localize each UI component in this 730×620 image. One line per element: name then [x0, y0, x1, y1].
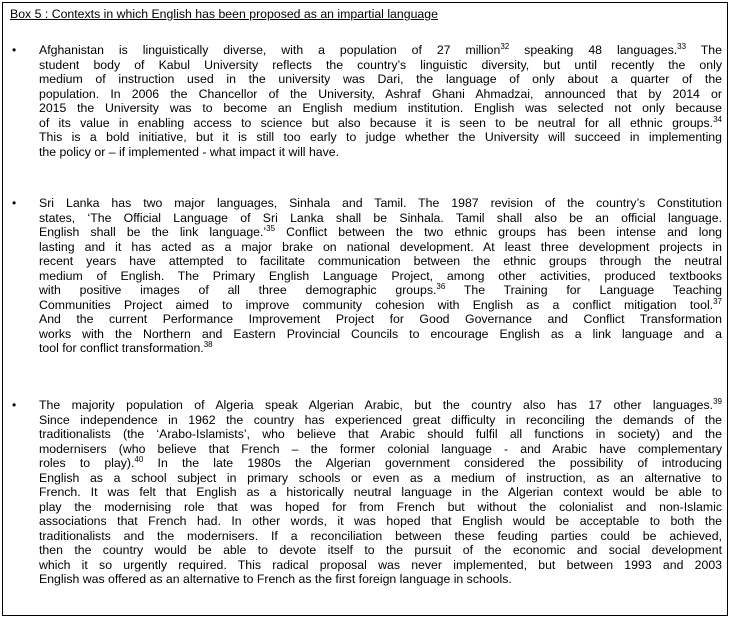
- footnote-marker: 35: [266, 224, 276, 233]
- line-text: associations that French had. In other words, it was hoped that English would be acceptable to both the: [39, 514, 722, 528]
- paragraph-line: [39, 572, 722, 587]
- paragraph-line: [39, 471, 722, 486]
- paragraph-line: [39, 87, 722, 102]
- bullet-sri-lanka: •: [12, 196, 17, 210]
- paragraph-line: [39, 283, 722, 298]
- paragraph-algeria: [39, 398, 722, 587]
- line-text: Sri Lanka has two major languages, Sinhala and Tamil. The 1987 revision of the country’s Constitution: [39, 196, 722, 210]
- paragraph-line: [39, 298, 722, 313]
- footnote-marker: 38: [203, 340, 213, 349]
- paragraph-line: [39, 196, 722, 211]
- paragraph-line: [39, 269, 722, 284]
- line-text: The: [686, 43, 722, 57]
- line-text: The majority population of Algeria speak Algerian Arabic, but the country also has 17 other languages.: [39, 398, 714, 412]
- paragraph-line: [39, 327, 722, 342]
- line-text: with positive images of all three demographic groups.: [39, 283, 437, 297]
- line-text: speaking 48 languages.: [509, 43, 678, 57]
- footnote-marker: 37: [713, 296, 722, 306]
- line-text: tool for conflict transformation.: [39, 341, 204, 355]
- line-text: population. In 2006 the Chancellor of the University, Ashraf Ghani Ahmadzai, announced that by 2014 or: [39, 86, 722, 101]
- line-text: 2015 the University was to become an English medium institution. English was selected not only because: [39, 101, 722, 115]
- paragraph-line: [39, 312, 722, 327]
- line-text: The Training for Language Teaching: [445, 283, 722, 297]
- bullet-algeria: •: [12, 398, 17, 412]
- line-text: In the late 1980s the Algerian government considered the possibility of introducing: [143, 456, 722, 470]
- footnote-marker: 34: [713, 114, 722, 124]
- paragraph-line: [39, 240, 722, 255]
- paragraph-line: [39, 543, 722, 558]
- paragraph-line: [39, 43, 722, 58]
- line-text: of its value in enabling access to science but also because it is seen to be neutral for all ethnic groups.: [39, 115, 714, 130]
- line-text: English shall be the link language.’: [39, 225, 267, 239]
- line-text: medium of English. The Primary English Language Project, among other activities, produced textbooks: [39, 268, 722, 283]
- footnote-marker: 40: [134, 455, 144, 464]
- paragraph-line: [39, 58, 722, 73]
- paragraph-line: [39, 254, 722, 269]
- paragraph-line: [39, 456, 722, 471]
- paragraph-line: [39, 558, 722, 573]
- paragraph-line: [39, 485, 722, 500]
- line-text: states, ‘The Official Language of Sri Lanka shall be Sinhala. Tamil shall also be an official language.: [39, 210, 722, 225]
- line-text: And the current Performance Improvement Project for Good Governance and Conflict Transformation: [39, 312, 722, 326]
- paragraph-line: [39, 116, 722, 131]
- line-text: which it so urgently required. This radical proposal was never implemented, but between 1993 and 2003: [39, 557, 722, 572]
- line-text: medium of instruction used in the university was Dari, the language of only about a quarter of the: [39, 72, 722, 86]
- line-text: modernisers (who believe that French – the former colonial language - and Arabic have complementary: [39, 441, 722, 456]
- footnote-marker: 39: [713, 397, 722, 406]
- footnote-marker: 33: [677, 42, 687, 51]
- footnote-marker: 32: [500, 42, 510, 51]
- bullet-afghanistan: •: [12, 43, 17, 57]
- line-text: This is a bold initiative, but it is still too early to judge whether the University will succeed in implementing: [39, 130, 722, 144]
- paragraph-line: [39, 225, 722, 240]
- paragraph-line: [39, 529, 722, 544]
- line-text: play the modernising role that was hoped for from French but without the colonialist and non-Islamic: [39, 499, 722, 514]
- footnote-marker: 36: [436, 282, 446, 291]
- paragraph-line: [39, 211, 722, 226]
- box-title: Box 5 : Contexts in which English has been proposed as an impartial language: [10, 7, 438, 21]
- line-text: French. It was felt that English as a historically neutral language in the Algerian context would be able to: [39, 485, 722, 499]
- paragraph-line: [39, 341, 722, 356]
- line-text: then the country would be able to devote itself to the pursuit of the economic and social development: [39, 543, 722, 557]
- line-text: roles to play).: [39, 456, 135, 470]
- paragraph-sri-lanka: [39, 196, 722, 356]
- line-text: English was offered as an alternative to French as the first foreign language in schools.: [39, 572, 512, 586]
- paragraph-line: [39, 442, 722, 457]
- line-text: Afghanistan is linguistically diverse, with a population of 27 million: [39, 43, 501, 57]
- line-text: student body of Kabul University reflects the country’s linguistic diversity, but until recently the only: [39, 57, 722, 72]
- line-text: lasting and it has acted as a major brake on national development. At least three development projects in: [39, 239, 722, 254]
- line-text: traditionalists (the ‘Arabo-Islamists’, who believe that Arabic should fulfil all functions in society) and the: [39, 427, 722, 441]
- paragraph-line: [39, 427, 722, 442]
- line-text: works with the Northern and Eastern Provincial Councils to encourage English as a link language and a: [39, 326, 722, 341]
- text-box: [2, 2, 728, 616]
- line-text: traditionalists and the modernisers. If a reconciliation between these feuding parties could be achieved,: [39, 528, 722, 543]
- paragraph-line: [39, 130, 722, 145]
- line-text: Communities Project aimed to improve community cohesion with English as a conflict mitigation tool.: [39, 297, 714, 312]
- paragraph-afghanistan: [39, 43, 722, 159]
- line-text: Conflict between the two ethnic groups has been intense and long: [275, 225, 722, 239]
- line-text: Since independence in 1962 the country has experienced great difficulty in reconciling the demands of the: [39, 412, 722, 427]
- line-text: English as a school subject in primary schools or even as a medium of instruction, as an alternative to: [39, 470, 722, 485]
- paragraph-line: [39, 514, 722, 529]
- paragraph-line: [39, 101, 722, 116]
- paragraph-line: [39, 398, 722, 413]
- line-text: the policy or – if implemented - what impact it will have.: [39, 144, 340, 159]
- paragraph-line: [39, 500, 722, 515]
- paragraph-line: [39, 413, 722, 428]
- line-text: recent years have attempted to facilitate communication between the ethnic groups through the neutral: [39, 254, 722, 268]
- paragraph-line: [39, 72, 722, 87]
- paragraph-line: [39, 145, 722, 160]
